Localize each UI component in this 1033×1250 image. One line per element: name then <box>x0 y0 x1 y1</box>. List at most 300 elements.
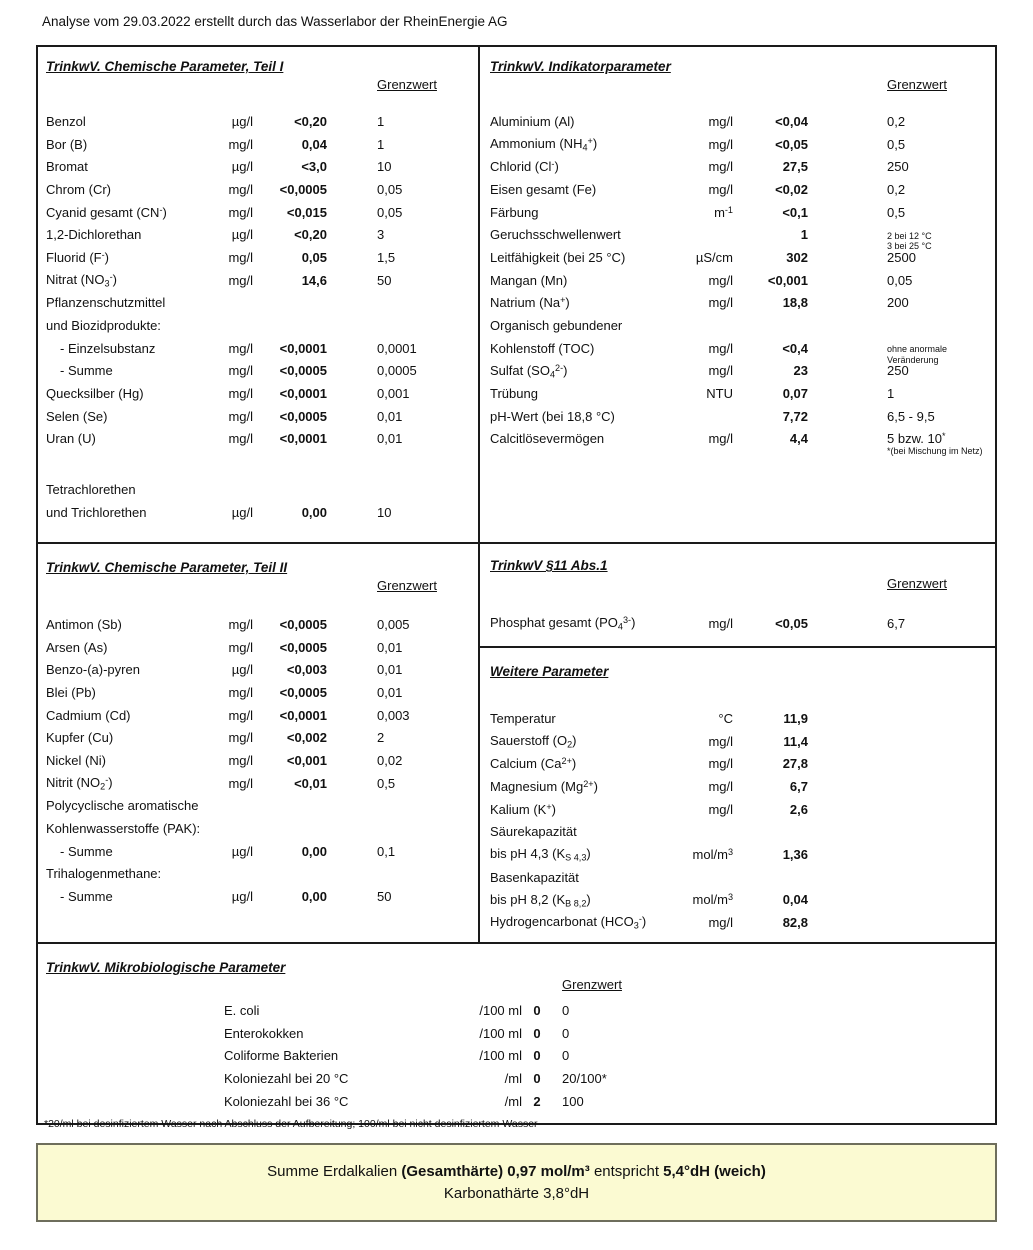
parameter-limit: 0,05 <box>887 272 913 288</box>
parameter-row <box>38 636 478 659</box>
parameter-unit: mg/l <box>228 616 253 632</box>
parameter-row <box>38 749 478 772</box>
parameter-limit: 0,01 <box>377 408 403 424</box>
parameter-label: bis pH 4,3 $(K_{S 4,3})$ <box>490 846 591 863</box>
parameter-row <box>38 110 478 133</box>
parameter-row <box>38 223 478 246</box>
parameter-label: - Einzelsubstanz <box>60 340 156 356</box>
parameter-label: E. coli <box>224 1002 260 1018</box>
parameter-unit: µS/cm <box>695 249 733 265</box>
parameter-value: 0 <box>533 1070 541 1086</box>
parameter-value: 2,6 <box>789 801 808 817</box>
summary-text-segment: 5,4°dH (weich) <box>663 1163 766 1180</box>
parameter-label: Nitrit $(NO_2^-)$ <box>46 774 113 792</box>
parameter-value: <0,4 <box>782 340 808 356</box>
parameter-limit: 1,5 <box>377 249 396 265</box>
parameter-unit: mg/l <box>228 272 253 288</box>
limit-column-header: Grenzwert <box>377 578 437 593</box>
parameter-limit: 200 <box>887 295 909 311</box>
parameter-label: - Summe <box>60 889 113 905</box>
parameter-value: 0 <box>533 1048 541 1064</box>
parameter-row <box>38 478 478 501</box>
parameter-unit: mg/l <box>228 730 253 746</box>
parameter-value: 0,07 <box>782 386 808 402</box>
parameter-value: 14,6 <box>301 272 327 288</box>
summary-text-segment: entspricht <box>589 1163 664 1180</box>
parameter-label: Selen (Se) <box>46 408 108 424</box>
parameter-row <box>38 178 478 201</box>
parameter-limit: 100 <box>562 1093 584 1109</box>
parameter-value: <3,0 <box>301 159 327 175</box>
parameter-value: <0,20 <box>294 227 327 243</box>
parameter-label: Geruchsschwellenwert <box>490 227 621 243</box>
parameter-value: <0,0001 <box>279 386 327 402</box>
parameter-label: Natrium (Na+) <box>490 295 570 311</box>
parameter-unit: µg/l <box>231 504 253 520</box>
parameter-row <box>480 269 995 292</box>
parameter-row <box>480 246 995 269</box>
parameter-label: Benzo-(a)-pyren <box>46 662 140 678</box>
parameter-row <box>38 817 478 840</box>
limit-column-header: Grenzwert <box>887 576 947 591</box>
parameter-value: <0,0005 <box>279 363 327 379</box>
parameter-row <box>38 772 478 795</box>
parameter-label: Benzol <box>46 113 86 129</box>
parameter-limit: 0 <box>562 1002 570 1018</box>
section-chemical-parameters-1 <box>38 47 480 544</box>
parameter-row <box>38 314 478 337</box>
parameter-row <box>38 450 478 478</box>
parameter-value: 11,9 <box>783 710 808 726</box>
parameter-rows <box>38 999 995 1112</box>
parameter-limit: 6,7 <box>887 615 906 631</box>
parameter-unit: mg/l <box>228 363 253 379</box>
parameter-row <box>480 178 995 201</box>
parameter-label: Leitfähigkeit (bei 25 °C) <box>490 249 626 265</box>
parameter-unit: mg/l <box>228 707 253 723</box>
parameter-row <box>38 885 478 908</box>
parameter-label: Chlorid (Cl-) <box>490 159 559 175</box>
parameter-label: Kohlenstoff (TOC) <box>490 340 595 356</box>
parameter-value: 82,8 <box>782 915 808 931</box>
parameter-value: <0,01 <box>294 775 327 791</box>
section-title: TrinkwV §11 Abs.1 <box>490 558 608 573</box>
parameter-label: Kalium (K+) <box>490 801 557 817</box>
parameter-row <box>480 155 995 178</box>
summary-text-segment: (Gesamthärte) 0,97 mol/m³ <box>401 1163 590 1180</box>
parameter-value: <0,015 <box>286 204 327 220</box>
parameter-row <box>480 201 995 224</box>
section-additional-parameters <box>480 648 995 944</box>
parameter-limit: 0 <box>562 1048 570 1064</box>
parameter-unit: /100 ml <box>479 1002 522 1018</box>
report-header: Analyse vom 29.03.2022 erstellt durch das Wasserlabor der RheinEnergie AG <box>42 14 508 29</box>
parameter-row <box>38 337 478 360</box>
parameter-label: Nickel (Ni) <box>46 752 106 768</box>
parameter-unit: µg/l <box>231 159 253 175</box>
parameter-limit: 0,02 <box>377 752 403 768</box>
parameter-label: Uran (U) <box>46 431 96 447</box>
parameter-unit: µg/l <box>231 113 253 129</box>
parameter-value: <0,001 <box>767 272 808 288</box>
parameter-unit: mol/$m^3$ <box>692 892 733 908</box>
parameter-value: <0,0005 <box>279 408 327 424</box>
parameter-row <box>480 752 995 775</box>
parameter-row <box>38 269 478 292</box>
parameter-limit: 20/100* <box>562 1070 607 1086</box>
parameter-unit: /ml <box>504 1093 522 1109</box>
parameter-value: <0,0005 <box>279 639 327 655</box>
parameter-rows <box>38 110 478 524</box>
parameter-unit: mg/l <box>228 752 253 768</box>
parameter-unit: mg/l <box>708 272 733 288</box>
parameter-limit: 50 <box>377 272 392 288</box>
parameter-label: Färbung <box>490 204 539 220</box>
parameter-row <box>480 133 995 156</box>
parameter-unit: mol/$m^3$ <box>692 846 733 863</box>
parameter-rows <box>480 110 995 457</box>
parameter-value: <0,0001 <box>279 707 327 723</box>
parameter-row <box>38 613 478 636</box>
parameter-value: <0,0001 <box>279 431 327 447</box>
parameter-value: <0,05 <box>775 615 808 631</box>
section-microbiological-parameters <box>38 944 995 1130</box>
parameter-unit: mg/l <box>228 181 253 197</box>
carbonate-hardness-line: Karbonathärte 3,8°dH <box>443 1185 590 1202</box>
parameter-unit: /100 ml <box>479 1048 522 1064</box>
limit-footnote: *(bei Mischung im Netz) <box>887 446 983 457</box>
parameter-value: <0,002 <box>286 730 327 746</box>
parameter-unit: mg/l <box>708 363 733 379</box>
parameter-label: Sauerstoff $(O_2)$ <box>490 732 577 750</box>
parameter-value: 18,8 <box>782 295 808 311</box>
parameter-limit: 0,01 <box>377 684 403 700</box>
parameter-row <box>38 133 478 156</box>
parameter-unit: $m^{-1}$ <box>714 204 733 220</box>
parameter-row <box>480 775 995 798</box>
summary-text-segment: Summe Erdalkalien <box>267 1163 402 1180</box>
parameter-label: Magnesium $(Mg^{2+})$ <box>490 778 598 794</box>
parameter-value: <0,003 <box>286 662 327 678</box>
parameter-label: Mangan (Mn) <box>490 272 568 288</box>
parameter-row <box>480 612 995 635</box>
parameter-row <box>38 1067 995 1090</box>
parameter-limit: 3 <box>377 227 385 243</box>
parameter-label: Nitrat $(NO_3^-)$ <box>46 271 117 289</box>
parameter-unit: /100 ml <box>479 1025 522 1041</box>
parameter-label: pH-Wert (bei 18,8 °C) <box>490 408 615 424</box>
parameter-limit: 0,01 <box>377 431 403 447</box>
parameter-value: <0,02 <box>775 181 808 197</box>
parameter-value: 302 <box>786 249 808 265</box>
parameter-row <box>38 999 995 1022</box>
parameter-row <box>480 360 995 383</box>
parameter-unit: µg/l <box>231 227 253 243</box>
parameter-row <box>38 863 478 886</box>
parameter-label: Cadmium (Cd) <box>46 707 131 723</box>
parameter-label: Fluorid (F-) <box>46 249 109 266</box>
parameter-label: Enterokokken <box>224 1025 304 1041</box>
parameter-limit: 0,5 <box>377 775 396 791</box>
parameter-unit: mg/l <box>708 136 733 152</box>
parameter-row <box>38 795 478 818</box>
parameter-label: Phosphat gesamt $(PO_4^{3-})$ <box>490 615 636 632</box>
parameter-row <box>480 292 995 315</box>
parameter-limit: 10 <box>377 159 392 175</box>
parameter-limit: 10 <box>377 504 392 520</box>
parameter-row <box>38 501 478 524</box>
parameter-value: 6,7 <box>789 778 808 794</box>
parameter-row <box>38 681 478 704</box>
parameter-row <box>480 820 995 843</box>
parameter-value: <0,05 <box>775 136 808 152</box>
parameter-value: 27,8 <box>782 756 808 772</box>
parameter-limit: 0,005 <box>377 616 410 632</box>
parameter-value: 0 <box>533 1002 541 1018</box>
parameter-unit: mg/l <box>228 204 253 220</box>
parameter-value: <0,1 <box>782 204 808 220</box>
parameter-limit: 0,01 <box>377 639 403 655</box>
parameter-limit: 0,5 <box>887 204 906 220</box>
parameter-label: Aluminium (Al) <box>490 113 575 129</box>
section-indicator-parameters <box>480 47 995 544</box>
parameter-label: Kupfer (Cu) <box>46 730 114 746</box>
parameter-unit: mg/l <box>708 340 733 356</box>
parameter-unit: mg/l <box>228 639 253 655</box>
parameter-value: 1 <box>800 227 808 243</box>
section-paragraph-11 <box>480 544 995 648</box>
parameter-label: Basenkapazität <box>490 869 579 885</box>
parameter-row <box>38 405 478 428</box>
parameter-row <box>480 337 995 365</box>
limit-column-header: Grenzwert <box>377 77 437 92</box>
parameter-limit: 2500 <box>887 249 916 265</box>
parameter-row <box>480 428 995 457</box>
parameter-limit: 0,003 <box>377 707 410 723</box>
parameter-row <box>38 382 478 405</box>
parameter-label: Antimon (Sb) <box>46 616 122 632</box>
parameter-row <box>38 201 478 224</box>
parameter-row <box>480 110 995 133</box>
parameter-unit: mg/l <box>228 340 253 356</box>
parameter-row <box>38 292 478 315</box>
parameter-label: Bor (B) <box>46 136 88 152</box>
parameter-label: Trübung <box>490 386 538 402</box>
total-hardness-line <box>38 1163 995 1180</box>
parameter-label: Hydrogencarbonat $(HCO_3^-)$ <box>490 914 647 931</box>
parameter-row <box>480 382 995 405</box>
parameter-unit: mg/l <box>708 181 733 197</box>
parameter-unit: mg/l <box>708 159 733 175</box>
parameter-label: Cyanid gesamt (CN-) <box>46 204 167 220</box>
parameter-value: 4,4 <box>789 431 808 447</box>
parameter-row <box>480 707 995 730</box>
parameter-unit: mg/l <box>708 615 733 631</box>
parameter-row <box>38 726 478 749</box>
section-title: Weitere Parameter <box>490 664 609 679</box>
parameter-value: 7,72 <box>782 408 808 424</box>
parameter-row <box>480 911 995 934</box>
parameter-value: 23 <box>793 363 808 379</box>
parameter-value: 27,5 <box>782 159 808 175</box>
section-chemical-parameters-2 <box>38 544 480 944</box>
parameter-limit: 1 <box>377 136 385 152</box>
parameter-row <box>480 889 995 912</box>
parameter-row <box>38 1022 995 1045</box>
parameter-rows <box>480 707 995 934</box>
parameter-unit: mg/l <box>708 113 733 129</box>
parameter-row <box>480 798 995 821</box>
parameter-row <box>38 155 478 178</box>
parameter-limit: 1 <box>377 113 385 129</box>
parameter-label: Chrom (Cr) <box>46 181 111 197</box>
parameter-unit: mg/l <box>228 775 253 791</box>
parameter-label: Tetrachlorethen <box>46 482 136 498</box>
parameter-label: Bromat <box>46 159 88 175</box>
parameter-row <box>480 866 995 889</box>
parameter-label: Trihalogenmethane: <box>46 866 162 882</box>
parameter-label: 1,2-Dichlorethan <box>46 227 142 243</box>
parameter-label: Polycyclische aromatische <box>46 798 199 814</box>
parameter-limit: 50 <box>377 889 392 905</box>
parameter-label: Koloniezahl bei 20 °C <box>224 1070 349 1086</box>
parameter-label: Pflanzenschutzmittel <box>46 295 166 311</box>
parameter-unit: mg/l <box>708 733 733 749</box>
parameter-rows <box>38 613 478 908</box>
parameter-unit: mg/l <box>228 431 253 447</box>
parameter-limit: 250 <box>887 159 909 175</box>
parameter-value: <0,04 <box>775 113 808 129</box>
parameter-label: Ammonium $(NH_4^+)$ <box>490 135 598 153</box>
parameter-unit: mg/l <box>228 136 253 152</box>
parameter-label: Organisch gebundener <box>490 318 623 334</box>
parameter-row <box>38 1044 995 1067</box>
parameter-unit: mg/l <box>708 915 733 931</box>
parameter-value: 11,4 <box>783 733 808 749</box>
parameter-value: 0,00 <box>301 504 327 520</box>
parameter-unit: mg/l <box>708 778 733 794</box>
section-title: TrinkwV. Mikrobiologische Parameter <box>46 960 286 975</box>
parameter-limit: 0,001 <box>377 386 410 402</box>
section-title: TrinkwV. Chemische Parameter, Teil I <box>46 59 284 74</box>
parameter-limit: 0 <box>562 1025 570 1041</box>
parameter-unit: mg/l <box>228 408 253 424</box>
parameter-value: 1,36 <box>782 846 808 862</box>
parameter-limit: 2 <box>377 730 385 746</box>
parameter-row <box>480 223 995 252</box>
parameter-value: 0,00 <box>301 843 327 859</box>
parameter-unit: µg/l <box>231 662 253 678</box>
parameter-value: <0,001 <box>286 752 327 768</box>
analysis-table <box>36 45 997 1130</box>
parameter-unit: mg/l <box>708 431 733 447</box>
parameter-unit: mg/l <box>228 386 253 402</box>
parameter-rows <box>480 612 995 635</box>
limit-annotation: ohne anormale Veränderung <box>887 344 948 365</box>
parameter-label: Coliforme Bakterien <box>224 1048 339 1064</box>
parameter-unit: mg/l <box>708 295 733 311</box>
parameter-limit: 250 <box>887 363 909 379</box>
parameter-value: <0,0005 <box>279 616 327 632</box>
parameter-label: bis pH 8,2 $(K_{B 8,2})$ <box>490 891 591 908</box>
hardness-summary-box <box>36 1143 997 1222</box>
parameter-label: Temperatur <box>490 710 556 726</box>
parameter-label: Blei (Pb) <box>46 684 96 700</box>
parameter-limit: 5 bzw. 10* *(bei Mischung im Netz) <box>887 431 995 446</box>
parameter-label: und Trichlorethen <box>46 504 147 520</box>
parameter-value: <0,0005 <box>279 684 327 700</box>
parameter-value: <0,20 <box>294 113 327 129</box>
microbiology-footnote: *20/ml bei desinfiziertem Wasser nach Abschluss der Aufbereitung; 100/ml bei nicht desinfiziertem Wasser <box>44 1118 538 1130</box>
parameter-label: Koloniezahl bei 36 °C <box>224 1093 349 1109</box>
parameter-limit: 0,0005 <box>377 363 417 379</box>
parameter-label: Calcitlösevermögen <box>490 431 605 447</box>
parameter-value: 0,05 <box>301 249 327 265</box>
parameter-row <box>38 360 478 383</box>
parameter-row <box>38 1090 995 1113</box>
parameter-unit: mg/l <box>708 801 733 817</box>
parameter-label: Arsen (As) <box>46 639 108 655</box>
parameter-limit: 6,5 - 9,5 <box>887 408 935 424</box>
parameter-label: Sulfat $(SO_4^{2-})$ <box>490 362 568 380</box>
parameter-limit: 0,05 <box>377 204 403 220</box>
parameter-value: 0,00 <box>301 889 327 905</box>
parameter-unit: µg/l <box>231 889 253 905</box>
parameter-limit: 0,01 <box>377 662 403 678</box>
parameter-row <box>480 843 995 866</box>
parameter-value: <0,0005 <box>279 181 327 197</box>
parameter-row <box>38 704 478 727</box>
parameter-label: Eisen gesamt (Fe) <box>490 181 597 197</box>
parameter-limit: 0,5 <box>887 136 906 152</box>
parameter-row <box>38 840 478 863</box>
parameter-value: 2 <box>533 1093 541 1109</box>
parameter-unit: mg/l <box>228 684 253 700</box>
parameter-unit: mg/l <box>708 756 733 772</box>
parameter-unit: /ml <box>504 1070 522 1086</box>
parameter-label: Quecksilber (Hg) <box>46 386 144 402</box>
parameter-label: - Summe <box>60 363 113 379</box>
parameter-limit: 1 <box>887 386 895 402</box>
parameter-value: <0,0001 <box>279 340 327 356</box>
parameter-row <box>480 314 995 337</box>
parameter-limit: 0,0001 <box>377 340 417 356</box>
parameter-limit: 0,2 <box>887 181 906 197</box>
parameter-label: - Summe <box>60 843 113 859</box>
parameter-value: 0,04 <box>782 892 808 908</box>
parameter-limit: 0,2 <box>887 113 906 129</box>
parameter-row <box>38 658 478 681</box>
parameter-label: und Biozidprodukte: <box>46 318 161 334</box>
parameter-row <box>38 428 478 451</box>
limit-annotation: 2 bei 12 °C 3 bei 25 °C <box>887 230 932 252</box>
limit-column-header: Grenzwert <box>562 977 622 992</box>
parameter-label: Calcium $(Ca^{2+})$ <box>490 756 577 772</box>
parameter-unit: °C <box>718 710 733 726</box>
parameter-unit: NTU <box>706 386 733 402</box>
parameter-row <box>480 405 995 428</box>
parameter-label: Säurekapazität <box>490 824 577 840</box>
parameter-limit: 0,1 <box>377 843 396 859</box>
parameter-value: 0 <box>533 1025 541 1041</box>
section-title: TrinkwV. Chemische Parameter, Teil II <box>46 560 288 575</box>
section-title: TrinkwV. Indikatorparameter <box>490 59 671 74</box>
parameter-label: Kohlenwasserstoffe (PAK): <box>46 821 201 837</box>
parameter-row <box>480 730 995 753</box>
parameter-value: 0,04 <box>301 136 327 152</box>
parameter-unit: mg/l <box>228 249 253 265</box>
parameter-row <box>38 246 478 269</box>
